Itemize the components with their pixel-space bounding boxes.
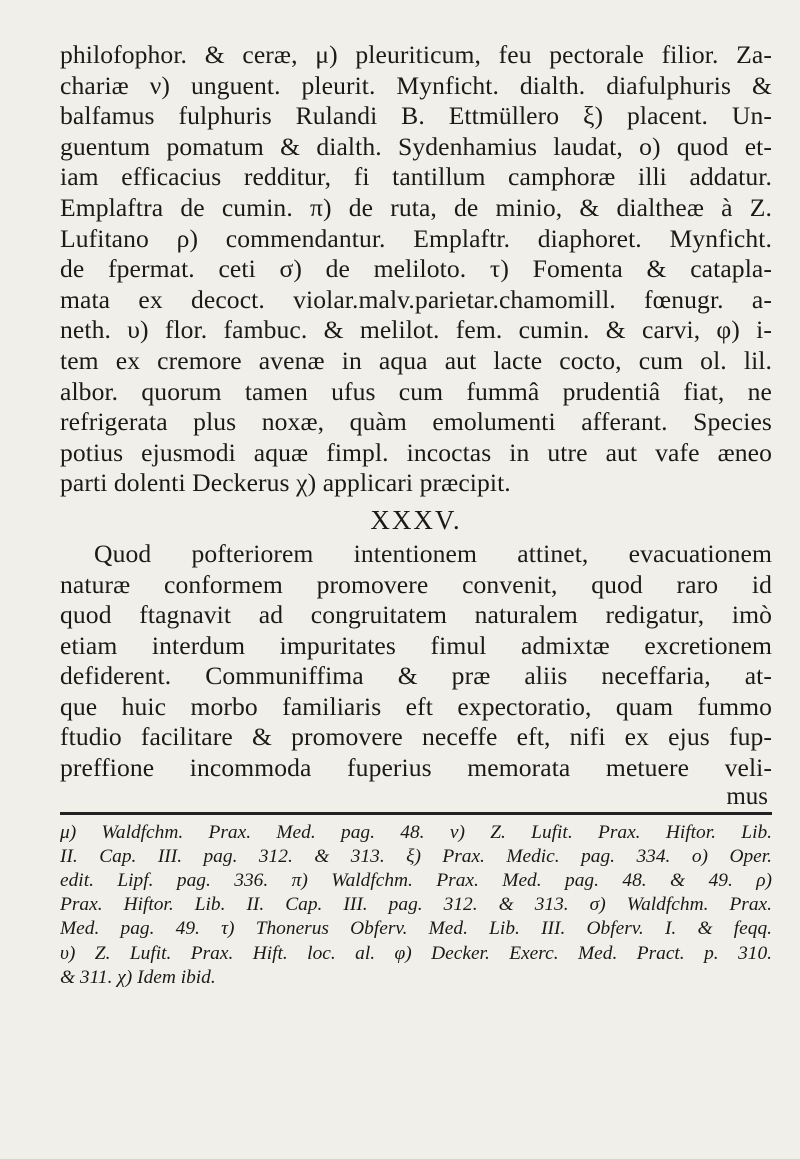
text-line: naturæ conformem promovere convenit, quod raro id xyxy=(60,569,772,599)
text-line: ftudio facilitare & promovere neceffe eft, nifi ex ejus fup- xyxy=(60,722,772,752)
text-line: refrigerata plus noxæ, quàm emolumenti afferant. Species xyxy=(60,407,772,437)
footnotes xyxy=(60,821,772,990)
text-line: neth. υ) flor. fambuc. & melilot. fem. cumin. & carvi, φ) i- xyxy=(60,315,772,345)
text-line: guentum pomatum & dialth. Sydenhamius laudat, ο) quod et- xyxy=(60,131,772,161)
text-line: balfamus fulphuris Rulandi B. Ettmüllero ξ) placent. Un- xyxy=(60,101,772,131)
footnote-line: Med. pag. 49. τ) Thonerus Obferv. Med. Lib. III. Obferv. I. & feqq. xyxy=(60,918,772,940)
text-line: parti dolenti Deckerus χ) applicari præcipit. xyxy=(60,468,511,498)
text-line: Lufitano ρ) commendantur. Emplaftr. diaphoret. Mynficht. xyxy=(60,223,772,253)
text-line: potius ejusmodi aquæ fimpl. incoctas in utre aut vafe æneo xyxy=(60,437,772,467)
text-line: defiderent. Communiffima & præ aliis neceffaria, at- xyxy=(60,661,772,691)
footnote-line: & 311. χ) Idem ibid. xyxy=(60,966,216,988)
section-heading: XXXV. xyxy=(370,504,462,535)
book-page xyxy=(60,40,772,990)
text-line: que huic morbo familiaris eft expectoratio, quam fummo xyxy=(60,691,772,721)
footnote-rule xyxy=(60,812,772,815)
footnote-line: II. Cap. III. pag. 312. & 313. ξ) Prax. Medic. pag. 334. ο) Oper. xyxy=(60,845,772,867)
text-line: etiam interdum impuritates fimul admixtæ excretionem xyxy=(60,630,772,660)
text-line: albor. quorum tamen ufus cum fummâ prudentiâ fiat, ne xyxy=(60,376,772,406)
text-line: iam efficacius redditur, fi tantillum camphoræ illi addatur. xyxy=(60,162,772,192)
text-line: philofophor. & ceræ, μ) pleuriticum, feu pectorale filior. Za- xyxy=(60,40,772,69)
footnote-line: υ) Z. Lufit. Prax. Hift. loc. al. φ) Decker. Exerc. Med. Pract. p. 310. xyxy=(60,942,772,964)
text-line: Emplaftra de cumin. π) de ruta, de minio, & dialtheæ à Z. xyxy=(60,192,772,222)
text-line: mata ex decoct. violar.malv.parietar.chamomill. fœnugr. a- xyxy=(60,284,772,314)
footnote-line: μ) Waldfchm. Prax. Med. pag. 48. ν) Z. Lufit. Prax. Hiftor. Lib. xyxy=(60,821,772,843)
catchword: mus xyxy=(726,782,768,810)
text-line: de fpermat. ceti σ) de meliloto. τ) Fomenta & catapla- xyxy=(60,254,772,284)
footnote-line: edit. Lipf. pag. 336. π) Waldfchm. Prax. Med. pag. 48. & 49. ρ) xyxy=(60,870,772,892)
text-line: Quod pofteriorem intentionem attinet, evacuationem xyxy=(94,538,772,568)
text-line: preffione incommoda fuperius memorata metuere veli- xyxy=(60,753,772,783)
footnote-line: Prax. Hiftor. Lib. II. Cap. III. pag. 312. & 313. σ) Waldfchm. Prax. xyxy=(60,894,772,916)
text-line: quod ftagnavit ad congruitatem naturalem redigatur, imò xyxy=(60,600,772,630)
text-line: chariæ ν) unguent. pleurit. Mynficht. dialth. diafulphuris & xyxy=(60,70,772,100)
text-line: tem ex cremore avenæ in aqua aut lacte cocto, cum ol. lil. xyxy=(60,345,772,375)
section-paragraph xyxy=(60,539,772,784)
body-paragraph xyxy=(60,40,772,499)
